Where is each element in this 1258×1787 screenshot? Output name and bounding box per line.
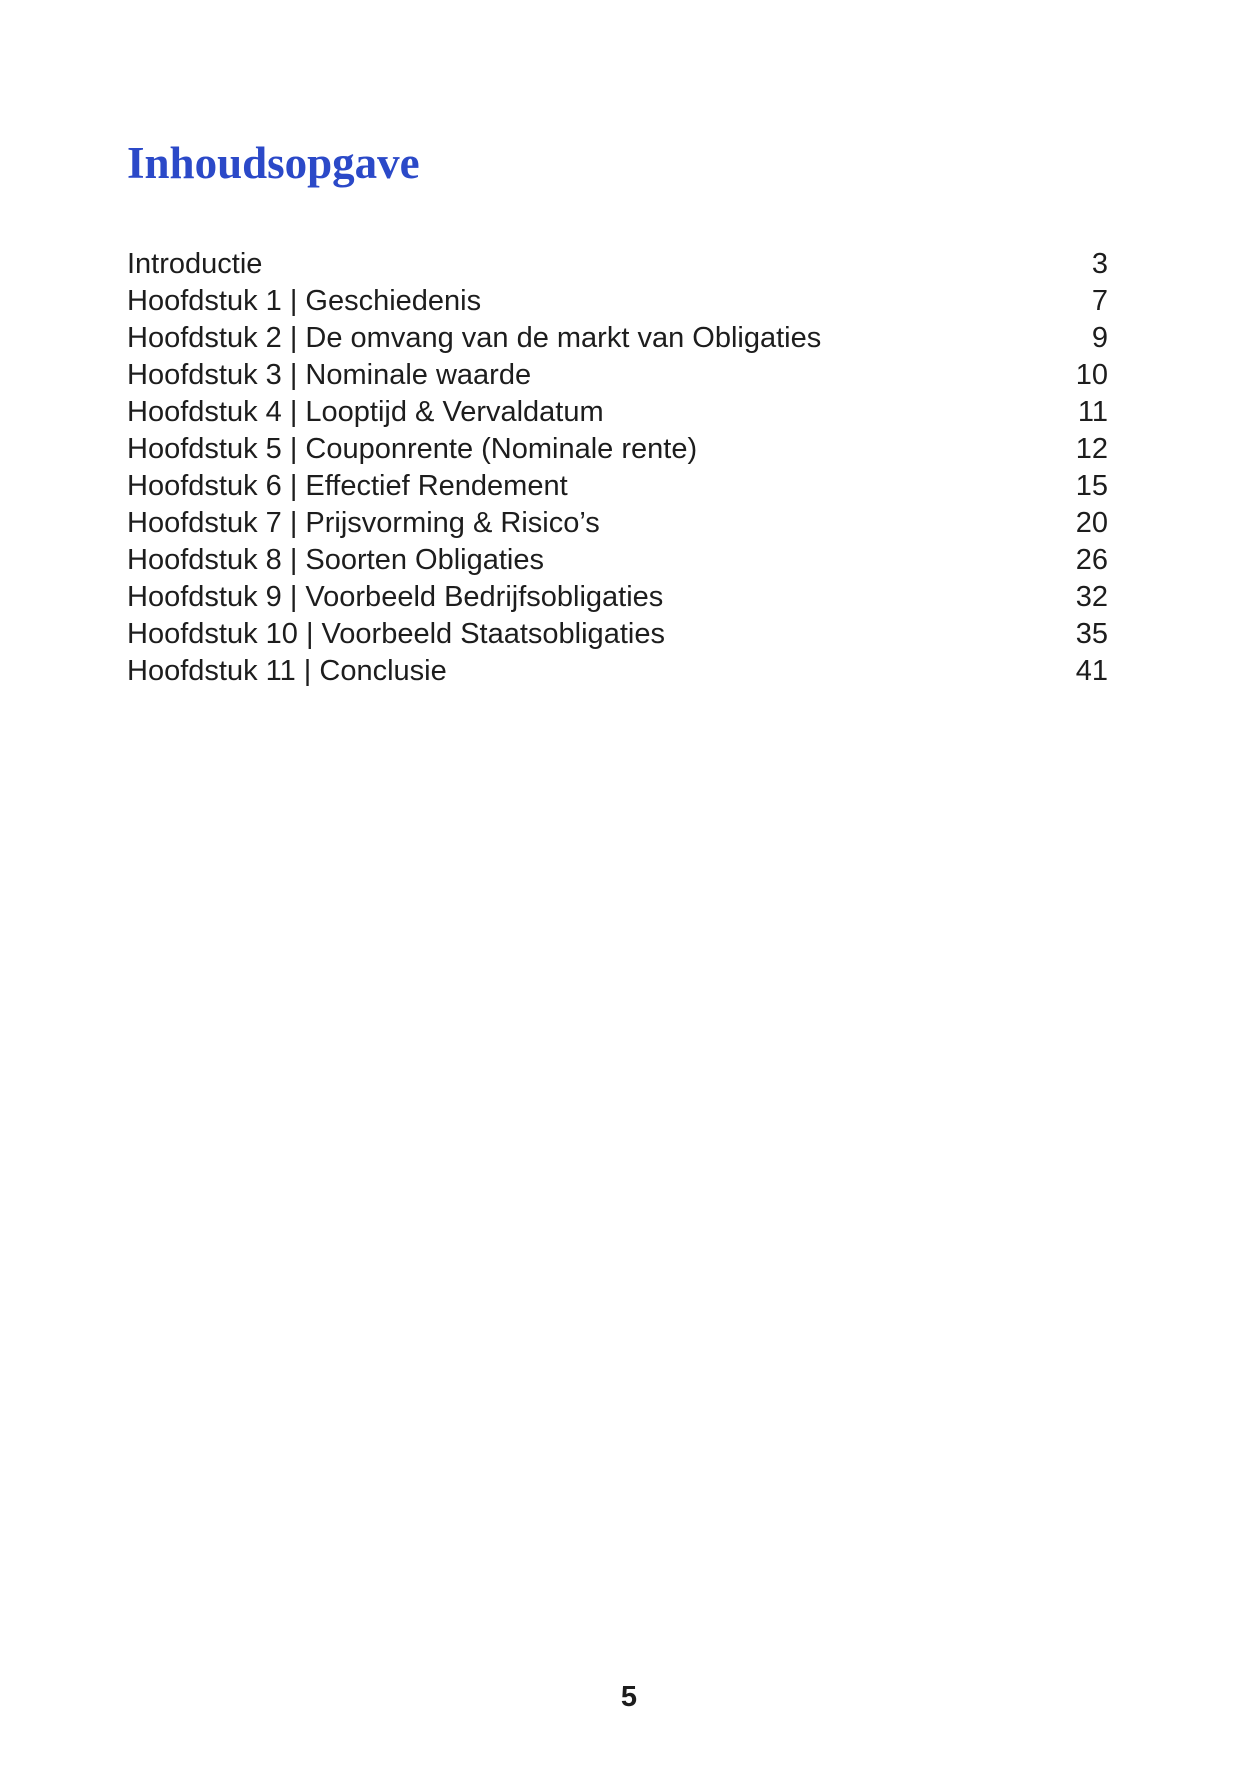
toc-entry-hoofdstuk-1[interactable] [127,283,1108,320]
toc-entry-label: Hoofdstuk 11 | Conclusie [127,654,447,687]
table-of-contents [127,246,1108,690]
toc-entry-page: 10 [1075,358,1108,391]
toc-entry-hoofdstuk-4[interactable] [127,394,1108,431]
toc-entry-introductie[interactable] [127,246,1108,283]
toc-entry-hoofdstuk-9[interactable] [127,579,1108,616]
toc-entry-label: Hoofdstuk 4 | Looptijd & Vervaldatum [127,395,604,428]
toc-entry-page: 9 [1091,321,1108,354]
toc-entry-hoofdstuk-6[interactable] [127,468,1108,505]
toc-entry-label: Hoofdstuk 8 | Soorten Obligaties [127,543,544,576]
toc-entry-page: 12 [1075,432,1108,465]
toc-entry-label: Hoofdstuk 6 | Effectief Rendement [127,469,568,502]
toc-entry-label: Hoofdstuk 3 | Nominale waarde [127,358,532,391]
toc-entry-hoofdstuk-8[interactable] [127,542,1108,579]
toc-entry-page: 11 [1077,395,1108,428]
footer-page-number: 5 [620,1681,638,1713]
toc-entry-hoofdstuk-7[interactable] [127,505,1108,542]
toc-entry-page: 26 [1075,543,1108,576]
toc-entry-hoofdstuk-2[interactable] [127,320,1108,357]
toc-entry-page: 20 [1075,506,1108,539]
page-content [127,138,1108,690]
toc-entry-label: Hoofdstuk 1 | Geschiedenis [127,284,482,317]
toc-entry-label: Hoofdstuk 10 | Voorbeeld Staatsobligaties [127,617,665,650]
toc-entry-page: 15 [1075,469,1108,502]
toc-entry-label: Hoofdstuk 2 | De omvang van de markt van Obligaties [127,321,822,354]
toc-entry-label: Hoofdstuk 7 | Prijsvorming & Risico’s [127,506,600,539]
toc-entry-page: 32 [1075,580,1108,613]
toc-entry-label: Introductie [127,247,263,280]
toc-entry-hoofdstuk-11[interactable] [127,653,1108,690]
toc-entry-label: Hoofdstuk 9 | Voorbeeld Bedrijfsobligaties [127,580,664,613]
toc-entry-page: 41 [1075,654,1108,687]
footer [0,1682,1258,1712]
page-title: Inhoudsopgave [127,138,420,188]
toc-entry-label: Hoofdstuk 5 | Couponrente (Nominale rente) [127,432,698,465]
toc-entry-page: 35 [1075,617,1108,650]
toc-entry-hoofdstuk-5[interactable] [127,431,1108,468]
toc-entry-page: 3 [1091,247,1108,280]
toc-entry-hoofdstuk-3[interactable] [127,357,1108,394]
toc-entry-hoofdstuk-10[interactable] [127,616,1108,653]
toc-entry-page: 7 [1091,284,1108,317]
